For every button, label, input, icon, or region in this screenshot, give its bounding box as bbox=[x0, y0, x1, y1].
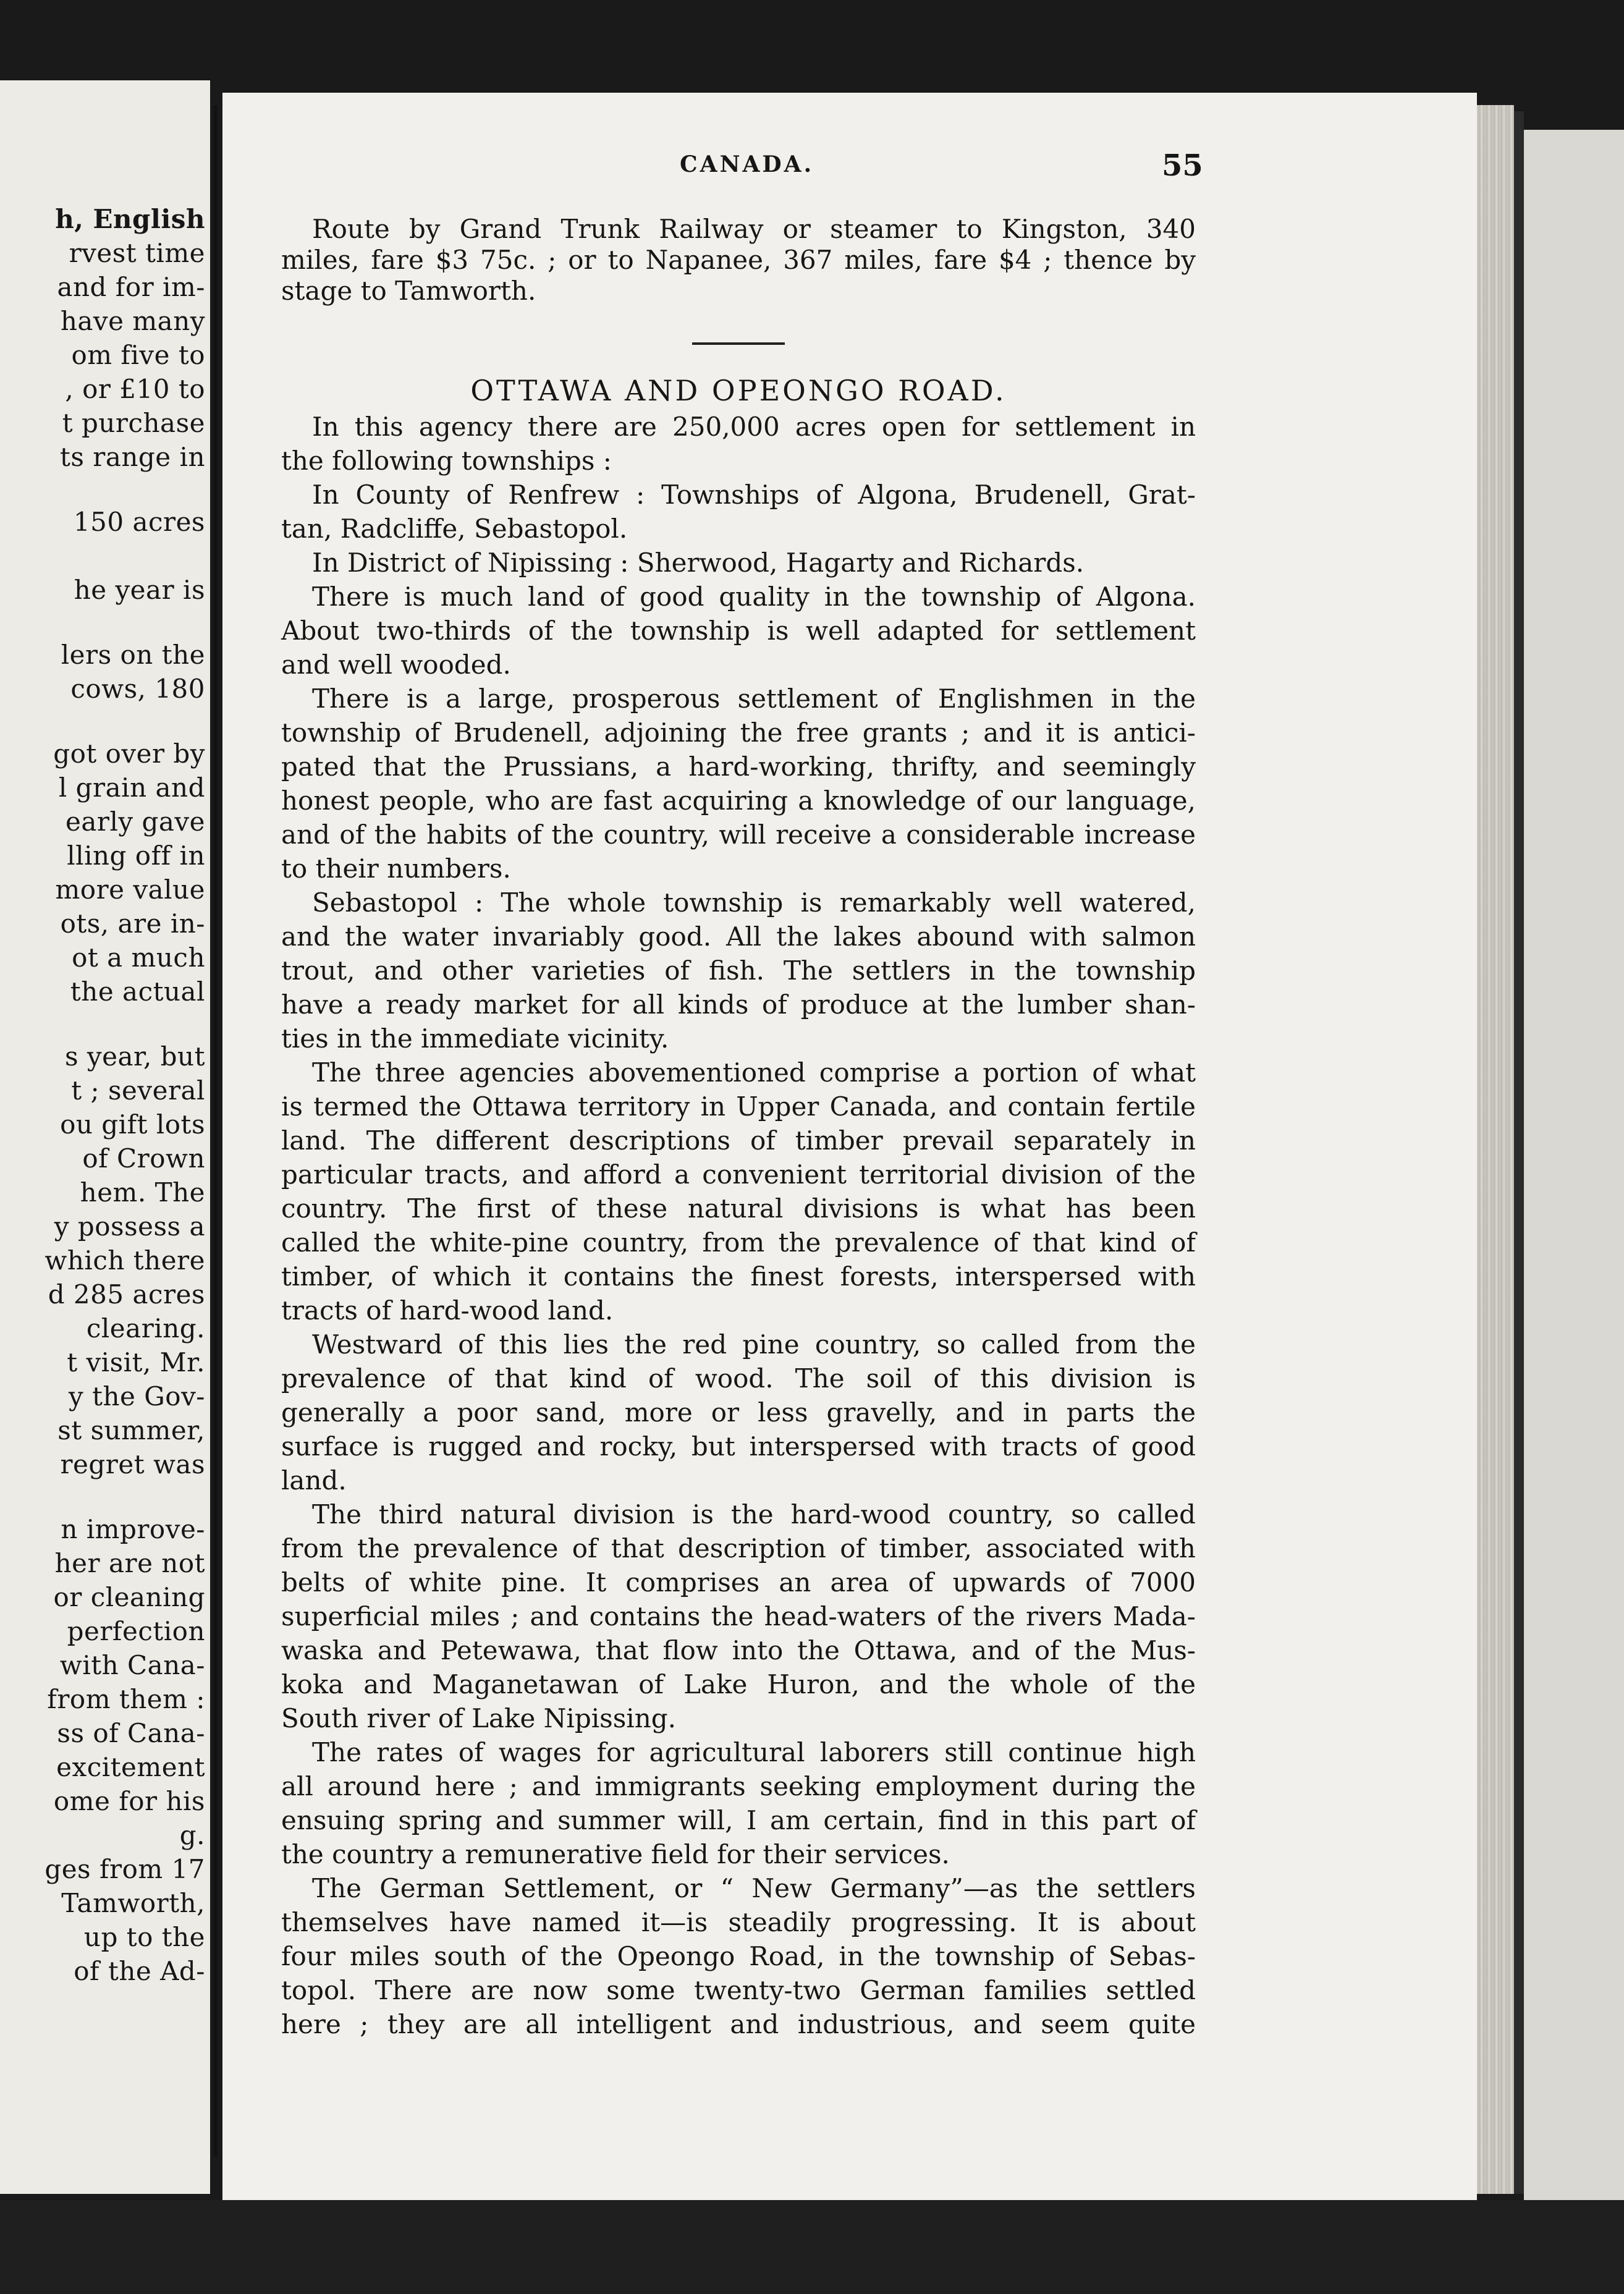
left-page-fragment: or cleaning bbox=[53, 1582, 205, 1612]
body-line: prevalence of that kind of wood. The soil of this division is bbox=[281, 1363, 1196, 1394]
body-line: particular tracts, and afford a convenient territorial division of the bbox=[281, 1159, 1196, 1190]
left-page-fragment: rvest time bbox=[69, 238, 205, 268]
left-page-fragment: 150 acres bbox=[73, 507, 205, 537]
page-number: 55 bbox=[1162, 148, 1203, 183]
left-page-fragment: Tamworth, bbox=[61, 1888, 205, 1918]
body-line: have a ready market for all kinds of produce at the lumber shan- bbox=[281, 989, 1196, 1020]
left-page-fragment: hem. The bbox=[80, 1177, 205, 1208]
body-line: The three agencies abovementioned comprise a portion of what bbox=[312, 1057, 1196, 1088]
body-line: the country a remunerative field for their services. bbox=[281, 1839, 950, 1869]
body-line: land. The different descriptions of timber prevail separately in bbox=[281, 1125, 1196, 1156]
left-page-fragment: perfection bbox=[67, 1616, 205, 1646]
body-line: South river of Lake Nipissing. bbox=[281, 1703, 677, 1733]
left-page-fragment: s year, but bbox=[64, 1041, 205, 1072]
body-line: and well wooded. bbox=[281, 650, 511, 680]
intro-line: stage to Tamworth. bbox=[281, 276, 536, 306]
left-page-fragment: y the Gov- bbox=[69, 1381, 205, 1412]
body-line: ties in the immediate vicinity. bbox=[281, 1023, 669, 1054]
left-page-fragment: which there bbox=[44, 1245, 205, 1276]
left-page-fragment: ome for his bbox=[53, 1786, 205, 1816]
left-page-fragment: t ; several bbox=[71, 1075, 205, 1106]
body-line: here ; they are all intelligent and industrious, and seem quite bbox=[281, 2009, 1196, 2039]
body-line: land. bbox=[281, 1465, 347, 1496]
body-line: superficial miles ; and contains the head-waters of the rivers Mada- bbox=[281, 1601, 1196, 1632]
body-line: the following townships : bbox=[281, 446, 612, 476]
body-line: country. The first of these natural divisions is what has been bbox=[281, 1193, 1196, 1224]
book-gutter bbox=[213, 105, 218, 2157]
body-line: There is a large, prosperous settlement of Englishmen in the bbox=[312, 684, 1196, 714]
body-line: Sebastopol : The whole township is remarkably well watered, bbox=[312, 887, 1196, 918]
left-page-fragment: om five to bbox=[71, 340, 205, 370]
body-line: koka and Maganetawan of Lake Huron, and the whole of the bbox=[281, 1669, 1196, 1699]
body-line: generally a poor sand, more or less gravelly, and in parts the bbox=[281, 1397, 1196, 1428]
left-page-fragment: ot a much bbox=[72, 942, 205, 973]
left-page-fragment: ges from 17 bbox=[44, 1854, 205, 1884]
body-line: pated that the Prussians, a hard-working, thrifty, and seemingly bbox=[281, 751, 1196, 782]
left-page-fragment: lers on the bbox=[61, 640, 205, 670]
body-line: all around here ; and immigrants seeking employment during the bbox=[281, 1771, 1196, 1801]
body-line: four miles south of the Opeongo Road, in the township of Sebas- bbox=[281, 1941, 1196, 1971]
left-page-fragment: ou gift lots bbox=[60, 1109, 205, 1140]
body-line: Westward of this lies the red pine country, so called from the bbox=[312, 1329, 1196, 1360]
left-page-fragment: with Cana- bbox=[59, 1650, 205, 1680]
left-page-fragment: of Crown bbox=[82, 1143, 205, 1174]
body-line: ensuing spring and summer will, I am certain, find in this part of bbox=[281, 1805, 1196, 1835]
body-line: waska and Petewawa, that flow into the Ottawa, and of the Mus- bbox=[281, 1635, 1196, 1665]
body-line: trout, and other varieties of fish. The settlers in the township bbox=[281, 955, 1196, 986]
body-line: In District of Nipissing : Sherwood, Hagarty and Richards. bbox=[312, 548, 1085, 578]
running-head: CANADA. bbox=[680, 151, 814, 177]
left-page-fragment: t visit, Mr. bbox=[67, 1347, 205, 1378]
body-line: timber, of which it contains the finest forests, interspersed with bbox=[281, 1261, 1196, 1292]
body-line: In County of Renfrew : Townships of Algona, Brudenell, Grat- bbox=[312, 480, 1196, 510]
body-line: is termed the Ottawa territory in Upper Canada, and contain fertile bbox=[281, 1091, 1196, 1122]
page-edge-shadow bbox=[1514, 111, 1524, 2194]
book-cover bbox=[1524, 130, 1624, 2219]
left-page-fragment: h, English bbox=[55, 204, 205, 234]
body-line: In this agency there are 250,000 acres open for settlement in bbox=[312, 412, 1196, 442]
left-page-fragment: more value bbox=[55, 874, 205, 905]
body-line: The rates of wages for agricultural laborers still continue high bbox=[312, 1737, 1196, 1767]
left-page-fragment: up to the bbox=[83, 1922, 205, 1952]
facing-page-left bbox=[0, 80, 210, 2194]
body-line: themselves have named it—is steadily progressing. It is about bbox=[281, 1907, 1196, 1937]
left-page-fragment: clearing. bbox=[86, 1313, 205, 1344]
left-page-fragment: her are not bbox=[54, 1548, 205, 1578]
intro-line: Route by Grand Trunk Railway or steamer to Kingston, 340 bbox=[312, 214, 1196, 244]
left-page-fragment: the actual bbox=[70, 976, 205, 1007]
scan-background bbox=[0, 2200, 1624, 2294]
body-line: About two-thirds of the township is well adapted for settlement bbox=[281, 616, 1196, 646]
section-divider bbox=[692, 342, 785, 345]
body-line: from the prevalence of that description of timber, associated with bbox=[281, 1533, 1196, 1564]
body-line: topol. There are now some twenty-two German families settled bbox=[281, 1975, 1196, 2005]
left-page-fragment: early gave bbox=[66, 806, 205, 837]
body-line: tracts of hard-wood land. bbox=[281, 1295, 614, 1326]
body-line: The German Settlement, or “ New Germany”—as the settlers bbox=[312, 1873, 1196, 1903]
left-page-fragment: got over by bbox=[53, 739, 205, 769]
left-page-fragment: y possess a bbox=[54, 1211, 205, 1242]
left-page-fragment: d 285 acres bbox=[48, 1279, 205, 1310]
body-line: There is much land of good quality in the township of Algona. bbox=[312, 582, 1196, 612]
left-page-fragment: g. bbox=[179, 1820, 205, 1850]
body-line: tan, Radcliffe, Sebastopol. bbox=[281, 514, 628, 544]
left-page-fragment: regret was bbox=[60, 1449, 205, 1479]
body-line: surface is rugged and rocky, but interspersed with tracts of good bbox=[281, 1431, 1196, 1462]
left-page-fragment: excitement bbox=[56, 1752, 205, 1782]
intro-line: miles, fare $3 75c. ; or to Napanee, 367 miles, fare $4 ; thence by bbox=[281, 245, 1196, 275]
body-line: belts of white pine. It comprises an area of upwards of 7000 bbox=[281, 1567, 1196, 1598]
left-page-fragment: ss of Cana- bbox=[57, 1718, 205, 1748]
left-page-fragment: have many bbox=[60, 306, 205, 336]
left-page-fragment: from them : bbox=[47, 1684, 205, 1714]
body-line: called the white-pine country, from the prevalence of that kind of bbox=[281, 1227, 1196, 1258]
body-line: The third natural division is the hard-wood country, so called bbox=[312, 1499, 1196, 1530]
body-line: honest people, who are fast acquiring a knowledge of our language, bbox=[281, 785, 1196, 816]
left-page-fragment: ts range in bbox=[59, 442, 205, 472]
left-page-fragment: and for im- bbox=[57, 272, 205, 302]
body-line: and of the habits of the country, will receive a considerable increase bbox=[281, 819, 1196, 850]
body-line: and the water invariably good. All the lakes abound with salmon bbox=[281, 921, 1196, 952]
left-page-fragment: ots, are in- bbox=[60, 908, 205, 939]
left-page-fragment: n improve- bbox=[61, 1514, 205, 1544]
body-line: to their numbers. bbox=[281, 853, 511, 884]
left-page-fragment: lling off in bbox=[67, 840, 205, 871]
page-edges bbox=[1477, 105, 1514, 2194]
left-page-fragment: , or £10 to bbox=[65, 374, 205, 404]
section-title: OTTAWA AND OPEONGO ROAD. bbox=[470, 374, 1007, 407]
left-page-fragment: he year is bbox=[74, 575, 205, 605]
body-line: township of Brudenell, adjoining the free grants ; and it is antici- bbox=[281, 717, 1196, 748]
left-page-fragment: st summer, bbox=[57, 1415, 205, 1445]
left-page-fragment: l grain and bbox=[58, 772, 205, 803]
left-page-fragment: t purchase bbox=[62, 408, 205, 438]
left-page-fragment: cows, 180 bbox=[70, 674, 205, 704]
left-page-fragment: of the Ad- bbox=[74, 1956, 205, 1986]
